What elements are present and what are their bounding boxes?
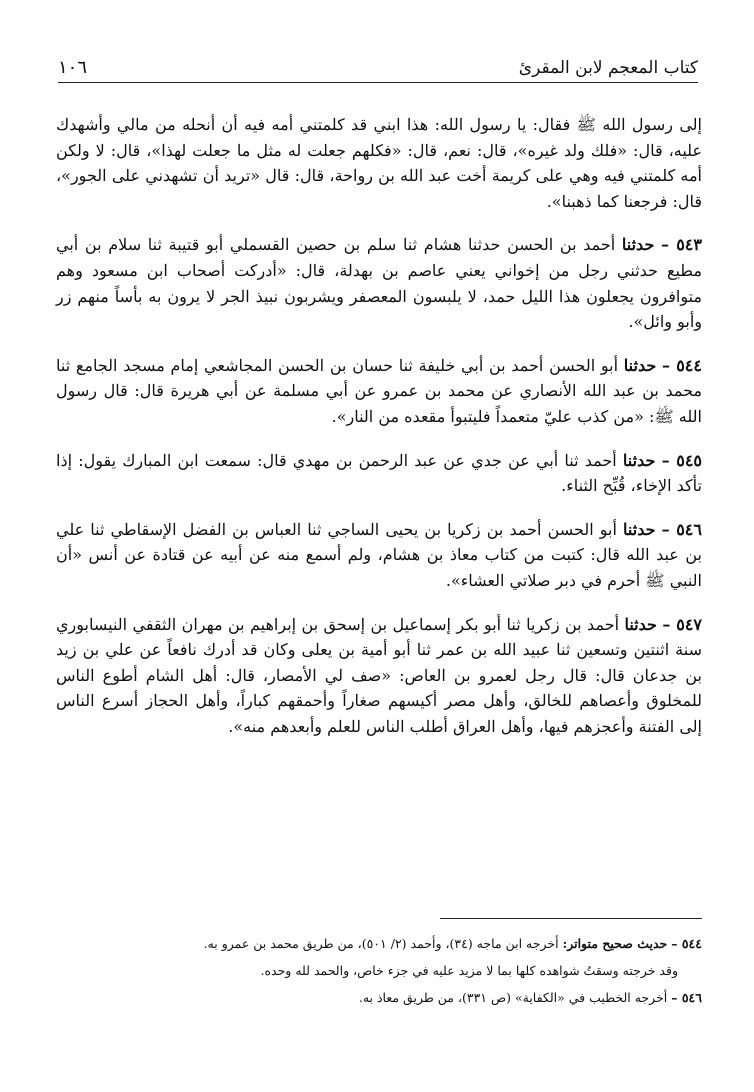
hadith-number: ٥٤٧ – — [662, 614, 703, 634]
footnote-text: أخرجه ابن ماجه (٣٤)، وأحمد (٢/ ٥٠١)، من طريق محمد بن عمرو به. — [203, 936, 559, 951]
hadith-lead: حدثنا — [621, 235, 655, 255]
main-text — [56, 112, 702, 757]
hadith-number: ٥٤٤ – — [661, 355, 702, 375]
footnote-544 — [56, 930, 702, 957]
hadith-543 — [56, 232, 702, 334]
footnote-number: ٥٤٤ – — [671, 936, 702, 951]
paragraph-text: إلى رسول الله ﷺ فقال: يا رسول الله: هذا ابني قد كلمتني أمه فيه أن أنحله من مالي وأشهدك عليه، قال: «فلك ولد غيره»، قال: نعم، قال: «فكلهم جعلت له مثل ما جعلت لهذا»، قال: لا ولكن أمه كلمتني فيه وهي على كريمة أخت عبد الله بن رواحة، قال: قال «تريد أن تشهدني على الجور»، قال: فرجعنا كما ذهبنا». — [56, 115, 703, 211]
hadith-text: أبو الحسن أحمد بن أبي خليفة ثنا حسان بن الحسن المجاشعي إمام مسجد الجامع ثنا محمد بن عبد الله الأنصاري عن محمد بن عمرو عن أبي مسلمة عن أبي هريرة قال: قال رسول الله ﷺ: «من كذب عليّ متعمداً فليتبوأ مقعده من النار». — [56, 355, 702, 426]
hadith-text: أحمد ثنا أبي عن جدي عن عبد الرحمن بن مهدي قال: سمعت ابن المبارك يقول: إذا تأكد الإخاء، قُبِّح الثناء. — [56, 450, 702, 496]
hadith-lead: حدثنا — [623, 519, 656, 539]
hadith-number: ٥٤٦ – — [661, 519, 702, 539]
page-number: ١٠٦ — [58, 57, 88, 78]
paragraph-continuation — [56, 112, 702, 214]
footnote-lead: حديث صحيح متواتر: — [562, 936, 668, 951]
footnote-divider — [440, 918, 702, 919]
hadith-544 — [56, 353, 702, 430]
hadith-number: ٥٤٣ – — [661, 235, 702, 255]
footnote-text: أخرجه الخطيب في «الكفاية» (ص ٣٣١)، من طريق معاذ به. — [358, 990, 668, 1005]
footnote-546 — [56, 984, 702, 1011]
hadith-lead: حدثنا — [624, 614, 657, 634]
page-header — [58, 52, 698, 83]
book-title: كتاب المعجم لابن المقرئ — [518, 58, 698, 78]
hadith-547 — [56, 612, 702, 740]
hadith-lead: حدثنا — [622, 450, 656, 470]
footnote-text: وقد خرجته وسقتُ شواهده كلها بما لا مزيد عليه في جزء خاص، والحمد لله وحده. — [260, 963, 678, 978]
hadith-text: أحمد بن زكريا ثنا أبو بكر إسماعيل بن إسحق بن إبراهيم بن مهران الثقفي النيسابوري سنة اثنتين وتسعين ثنا عبيد الله بن عمر ثنا أبو أمية بن يعلى وكان قد أدرك نافعاً عن علي بن زيد بن جدعان قال: قال رجل لعمرو بن العاص: «صف لي الأمصار، قال: أهل الشام أطوع الناس للمخلوق وأعصاهم للخالق، وأهل مصر أكيسهم صغاراً وأحمقهم كباراً، وأهل الحجاز أسرع الناس إلى الفتنة وأعجزهم فيها، وأهل العراق أطلب الناس للعلم وأبعدهم منه». — [56, 614, 702, 736]
hadith-546 — [56, 517, 702, 594]
footnotes — [56, 930, 702, 1011]
hadith-text: أحمد بن الحسن حدثنا هشام ثنا سلم بن حصين القسملي أبو قتيبة ثنا سلام بن أبي مطيع حدثني رجل من إخواني يعني عاصم بن بهدلة، قال: «أدركت أصحاب ابن مسعود وهم متوافرون يجعلون هذا الليل حمد، لا يلبسون المعصفر ويشربون نبيذ الجر لا يرون به بأساً منهم زر وأبو وائل». — [56, 235, 702, 332]
hadith-lead: حدثنا — [623, 355, 657, 375]
footnote-number: ٥٤٦ – — [671, 990, 702, 1005]
hadith-number: ٥٤٥ – — [661, 450, 703, 470]
hadith-text: أبو الحسن أحمد بن زكريا بن يحيى الساجي ثنا العباس بن الفضل الإسقاطي ثنا علي بن عبد الله قال: كتبت من كتاب معاذ بن هشام، ولم أسمع منه عن أبيه عن قتادة عن أنس «أن النبي ﷺ أحرم في دبر صلاتي العشاء». — [56, 519, 702, 590]
hadith-545 — [56, 448, 702, 499]
footnote-continuation — [56, 957, 702, 984]
